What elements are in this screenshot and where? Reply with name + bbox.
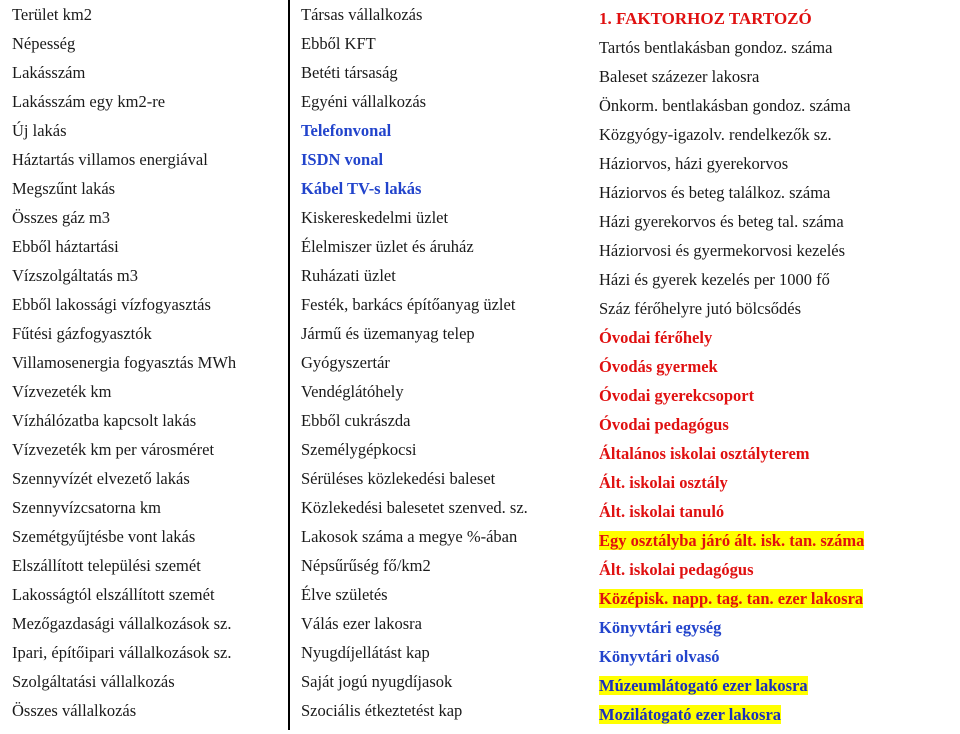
indicator-label: Élelmiszer üzlet és áruház [301, 237, 474, 256]
indicator-item [587, 352, 960, 381]
indicator-item [0, 290, 288, 319]
indicator-item [587, 613, 960, 642]
indicator-label: Egy osztályba járó ált. isk. tan. száma [599, 531, 865, 550]
indicator-label: Mezőgazdasági vállalkozások sz. [12, 614, 232, 633]
indicator-label: Óvodai férőhely [599, 328, 713, 347]
indicator-label: Élve születés [301, 585, 388, 604]
indicator-item [587, 555, 960, 584]
indicator-item [289, 406, 585, 435]
indicator-item [289, 87, 585, 116]
indicator-label: Lakosságtól elszállított szemét [12, 585, 215, 604]
indicator-item [587, 91, 960, 120]
indicator-label: Vízhálózatba kapcsolt lakás [12, 411, 197, 430]
indicator-item [0, 174, 288, 203]
indicator-item [289, 290, 585, 319]
indicator-label: Népesség [12, 34, 76, 53]
indicator-item [289, 609, 585, 638]
indicator-item [0, 348, 288, 377]
indicator-item [0, 609, 288, 638]
indicator-label: Általános iskolai osztályterem [599, 444, 810, 463]
indicator-label: Ált. iskolai osztály [599, 473, 728, 492]
indicator-item [587, 265, 960, 294]
indicator-item [289, 696, 585, 725]
indicator-label: Múzeumlátogató ezer lakosra [599, 676, 808, 695]
indicator-item [0, 638, 288, 667]
indicator-item [289, 319, 585, 348]
indicator-label: Elszállított települési szemét [12, 556, 201, 575]
indicator-item [0, 116, 288, 145]
indicator-item [587, 62, 960, 91]
indicator-label: Ruházati üzlet [301, 266, 396, 285]
indicator-item [289, 435, 585, 464]
indicator-label: Villamosenergia fogyasztás MWh [12, 353, 237, 372]
indicator-item [289, 174, 585, 203]
indicator-item [289, 29, 585, 58]
indicator-label: Háziorvosi és gyermekorvosi kezelés [599, 241, 846, 260]
indicator-item [0, 493, 288, 522]
indicator-label: Házi és gyerek kezelés per 1000 fő [599, 270, 830, 289]
indicator-item [0, 58, 288, 87]
indicator-item [289, 261, 585, 290]
indicator-item [289, 203, 585, 232]
indicator-label: Könyvtári egység [599, 618, 722, 637]
indicator-item [289, 232, 585, 261]
indicator-item [0, 406, 288, 435]
indicator-item [0, 435, 288, 464]
indicator-item [587, 700, 960, 729]
indicator-item [289, 551, 585, 580]
indicator-item [0, 0, 288, 29]
indicator-item [587, 33, 960, 62]
indicator-label: Megszűnt lakás [12, 179, 116, 198]
indicator-item [0, 232, 288, 261]
indicator-list-3 [587, 4, 960, 729]
indicator-label: Összes gáz m3 [12, 208, 111, 227]
indicator-label: Fűtési gázfogyasztók [12, 324, 152, 343]
indicator-column-2 [289, 0, 585, 725]
indicator-label: Vízszolgáltatás m3 [12, 266, 139, 285]
indicator-label: Ebből háztartási [12, 237, 119, 256]
indicator-list-1 [0, 0, 288, 725]
indicator-label: Tartós bentlakásban gondoz. száma [599, 38, 833, 57]
indicator-item [0, 145, 288, 174]
indicator-label: Háztartás villamos energiával [12, 150, 208, 169]
indicator-item [289, 348, 585, 377]
indicator-label: Ált. iskolai pedagógus [599, 560, 754, 579]
indicator-label: Középisk. napp. tag. tan. ezer lakosra [599, 589, 864, 608]
indicator-label: Baleset százezer lakosra [599, 67, 760, 86]
indicator-item [587, 323, 960, 352]
indicator-item [587, 439, 960, 468]
indicator-label: Új lakás [12, 121, 67, 140]
indicator-label: Szennyvízcsatorna km [12, 498, 161, 517]
indicator-label: Lakosok száma a megye %-ában [301, 527, 518, 546]
indicator-item [587, 671, 960, 700]
indicator-label: Óvodai pedagógus [599, 415, 729, 434]
indicator-item [587, 410, 960, 439]
indicator-label: Kábel TV-s lakás [301, 179, 422, 198]
indicator-label: Vízvezeték km per városméret [12, 440, 215, 459]
indicator-label: Mozilátogató ezer lakosra [599, 705, 782, 724]
indicator-label: Közgyógy-igazolv. rendelkezők sz. [599, 125, 832, 144]
indicator-label: Nyugdíjellátást kap [301, 643, 430, 662]
indicator-item [587, 642, 960, 671]
indicator-label: Szociális étkeztetést kap [301, 701, 463, 720]
indicator-item [587, 207, 960, 236]
indicator-label: Népsűrűség fő/km2 [301, 556, 431, 575]
indicator-label: Szemétgyűjtésbe vont lakás [12, 527, 196, 546]
indicator-label: Háziorvos, házi gyerekorvos [599, 154, 789, 173]
indicator-item [0, 319, 288, 348]
indicator-item [587, 381, 960, 410]
indicator-label: Önkorm. bentlakásban gondoz. száma [599, 96, 851, 115]
indicator-item [587, 468, 960, 497]
indicator-label: Kiskereskedelmi üzlet [301, 208, 449, 227]
indicator-label: Ebből cukrászda [301, 411, 411, 430]
indicator-label: Terület km2 [12, 5, 92, 24]
indicator-label: Saját jogú nyugdíjasok [301, 672, 453, 691]
indicator-item [0, 667, 288, 696]
indicator-item [0, 696, 288, 725]
indicator-label: Szolgáltatási vállalkozás [12, 672, 175, 691]
indicator-label: Ebből KFT [301, 34, 376, 53]
indicator-label: Óvodás gyermek [599, 357, 718, 376]
indicator-label: Ált. iskolai tanuló [599, 502, 725, 521]
indicator-label: Óvodai gyerekcsoport [599, 386, 755, 405]
indicator-item [289, 58, 585, 87]
indicator-item [289, 638, 585, 667]
indicator-item [0, 522, 288, 551]
indicator-item [587, 497, 960, 526]
indicator-label: Személygépkocsi [301, 440, 417, 459]
indicator-label: Telefonvonal [301, 121, 392, 140]
indicator-label: ISDN vonal [301, 150, 384, 169]
indicator-item [289, 580, 585, 609]
indicator-item [289, 667, 585, 696]
indicator-item [289, 145, 585, 174]
indicator-label: Száz férőhelyre jutó bölcsődés [599, 299, 802, 318]
indicator-item [587, 149, 960, 178]
indicator-item [0, 377, 288, 406]
indicator-item [587, 236, 960, 265]
indicator-label: Ebből lakossági vízfogyasztás [12, 295, 211, 314]
indicator-label: Gyógyszertár [301, 353, 390, 372]
indicator-label: Társas vállalkozás [301, 5, 423, 24]
indicator-item [0, 580, 288, 609]
indicator-column-3 [587, 0, 960, 729]
indicator-item [289, 522, 585, 551]
indicator-item [587, 584, 960, 613]
indicator-item [587, 120, 960, 149]
indicator-item [0, 29, 288, 58]
indicator-label: Háziorvos és beteg találkoz. száma [599, 183, 831, 202]
indicator-label: 1. FAKTORHOZ TARTOZÓ [599, 9, 812, 28]
indicator-label: Lakásszám egy km2-re [12, 92, 166, 111]
indicator-item [289, 0, 585, 29]
indicator-item [289, 377, 585, 406]
indicator-item [587, 178, 960, 207]
indicator-label: Egyéni vállalkozás [301, 92, 427, 111]
indicator-label: Ipari, építőipari vállalkozások sz. [12, 643, 232, 662]
indicator-item [0, 261, 288, 290]
indicator-label: Sérüléses közlekedési baleset [301, 469, 496, 488]
indicator-label: Könyvtári olvasó [599, 647, 720, 666]
indicator-item [0, 464, 288, 493]
indicator-item [0, 87, 288, 116]
indicator-item [587, 294, 960, 323]
indicator-label: Festék, barkács építőanyag üzlet [301, 295, 516, 314]
indicator-item [0, 203, 288, 232]
indicator-label: Válás ezer lakosra [301, 614, 422, 633]
indicator-label: Lakásszám [12, 63, 86, 82]
indicator-label: Betéti társaság [301, 63, 398, 82]
indicator-item [0, 551, 288, 580]
indicator-label: Házi gyerekorvos és beteg tal. száma [599, 212, 844, 231]
indicator-label: Jármű és üzemanyag telep [301, 324, 475, 343]
indicator-item [289, 493, 585, 522]
indicator-label: Vendéglátóhely [301, 382, 404, 401]
indicator-column-1 [0, 0, 290, 730]
indicator-list-2 [289, 0, 585, 725]
indicator-item [587, 4, 960, 33]
indicator-item [289, 116, 585, 145]
indicator-label: Összes vállalkozás [12, 701, 137, 720]
indicator-label: Vízvezeték km [12, 382, 112, 401]
indicator-label: Szennyvízét elvezető lakás [12, 469, 190, 488]
indicator-label: Közlekedési balesetet szenved. sz. [301, 498, 528, 517]
indicator-item [587, 526, 960, 555]
indicator-item [289, 464, 585, 493]
